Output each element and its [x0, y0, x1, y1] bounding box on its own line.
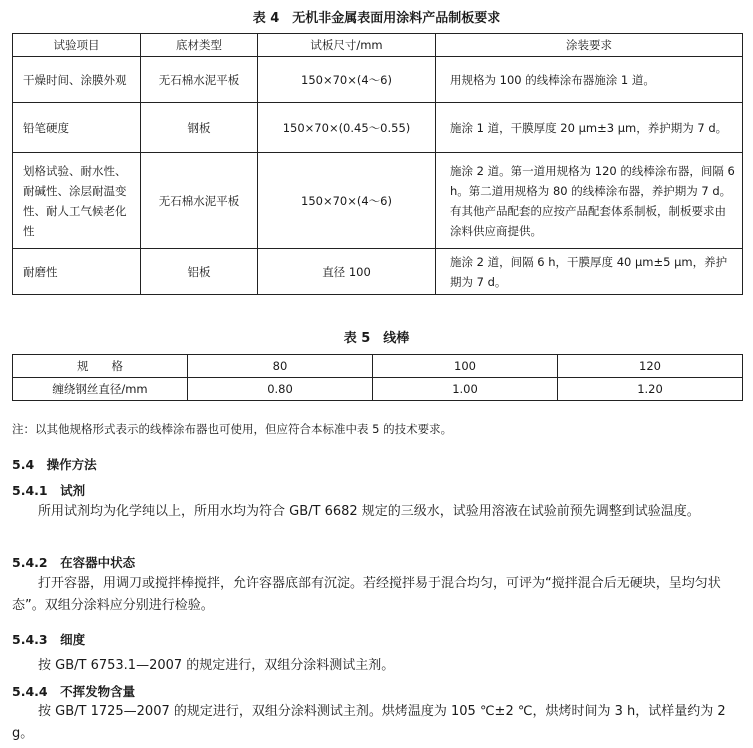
table4-cell-requirement: 施涂 2 道。第一道用规格为 120 的线棒涂布器，间隔 6 h。第二道用规格为 80 的线棒涂布器，养护期为 7 d。有其他产品配套的应按产品配套体系制板，制板要求由涂料供应商提供。 — [436, 153, 743, 249]
paragraph: 按 GB/T 1725—2007 的规定进行，双组分涂料测试主剂。烘烤温度为 105 ℃±2 ℃，烘烤时间为 3 h，试样量约为 2 g。 — [12, 704, 726, 741]
table4-header: 试验项目 — [13, 34, 141, 57]
table4 — [12, 33, 743, 295]
table4-caption: 表 4 无机非金属表面用涂料产品制板要求 — [252, 11, 501, 26]
table-row — [13, 355, 743, 378]
table-row — [13, 153, 743, 249]
table4-cell-item: 划格试验、耐水性、耐碱性、涂层耐温变性、耐人工气候老化性 — [13, 153, 141, 249]
table4-header: 底材类型 — [141, 34, 258, 57]
paragraph: 按 GB/T 6753.1—2007 的规定进行，双组分涂料测试主剂。 — [38, 658, 395, 673]
table4-cell-substrate: 钢板 — [141, 103, 258, 153]
section-heading: 5.4.2 在容器中状态 — [12, 555, 136, 570]
table5-cell: 100 — [373, 355, 558, 378]
table4-header: 试板尺寸/mm — [258, 34, 436, 57]
table4-cell-size: 150×70×(4～6) — [258, 57, 436, 103]
paragraph: 所用试剂均为化学纯以上，所用水均为符合 GB/T 6682 规定的三级水，试验用溶液在试验前预先调整到试验温度。 — [38, 504, 700, 519]
table4-header: 涂装要求 — [436, 34, 743, 57]
table4-cell-substrate: 铝板 — [141, 249, 258, 295]
table4-cell-requirement: 施涂 1 道，干膜厚度 20 μm±3 μm，养护期为 7 d。 — [436, 103, 743, 153]
table-row — [13, 57, 743, 103]
table4-cell-item: 铅笔硬度 — [13, 103, 141, 153]
table4-cell-size: 150×70×(0.45～0.55) — [258, 103, 436, 153]
table4-cell-requirement: 用规格为 100 的线棒涂布器施涂 1 道。 — [436, 57, 743, 103]
table5-caption: 表 5 线棒 — [343, 331, 410, 346]
section-heading: 5.4.3 细度 — [12, 632, 86, 647]
table5-cell: 0.80 — [188, 378, 373, 401]
paragraph: 打开容器，用调刀或搅拌棒搅拌，允许容器底部有沉淀。若经搅拌易于混合均匀，可评为“搅拌混合后无硬块，呈均匀状态”。双组分涂料应分别进行检验。 — [12, 576, 721, 613]
section-heading: 5.4.4 不挥发物含量 — [12, 684, 136, 699]
section-heading: 5.4.1 试剂 — [12, 483, 86, 498]
table-row — [13, 378, 743, 401]
table4-cell-item: 干燥时间、涂膜外观 — [13, 57, 141, 103]
table4-cell-requirement: 施涂 2 道，间隔 6 h，干膜厚度 40 μm±5 μm，养护期为 7 d。 — [436, 249, 743, 295]
table4-cell-size: 直径 100 — [258, 249, 436, 295]
table-row — [13, 249, 743, 295]
table4-header-row — [13, 34, 743, 57]
table5-cell: 缠绕钢丝直径/mm — [13, 378, 188, 401]
table4-cell-size: 150×70×(4～6) — [258, 153, 436, 249]
table5-cell: 80 — [188, 355, 373, 378]
table4-cell-substrate: 无石棉水泥平板 — [141, 153, 258, 249]
table5-cell: 120 — [558, 355, 743, 378]
table5 — [12, 354, 743, 401]
table5-note: 注：以其他规格形式表示的线棒涂布器也可使用，但应符合本标准中表 5 的技术要求。 — [12, 422, 453, 436]
section-heading: 5.4 操作方法 — [12, 457, 97, 472]
table5-cell: 1.00 — [373, 378, 558, 401]
table5-cell: 1.20 — [558, 378, 743, 401]
table4-cell-substrate: 无石棉水泥平板 — [141, 57, 258, 103]
table5-cell: 规 格 — [13, 355, 188, 378]
table4-cell-item: 耐磨性 — [13, 249, 141, 295]
table-row — [13, 103, 743, 153]
